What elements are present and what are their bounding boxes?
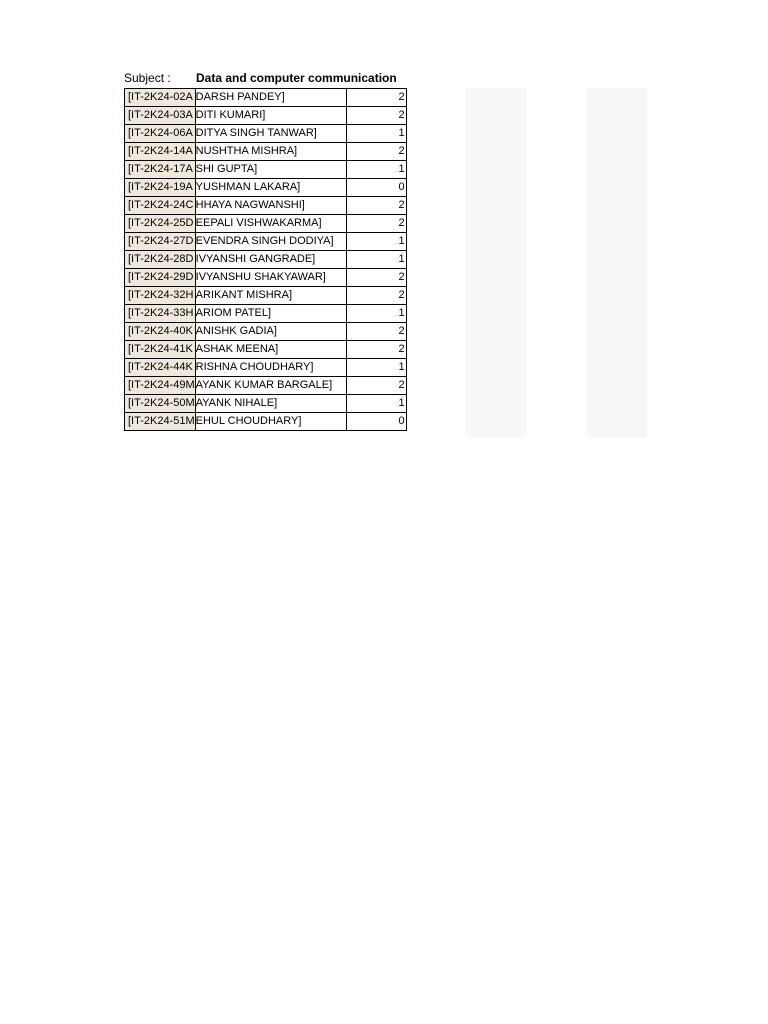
student-id-cell[interactable] bbox=[125, 287, 196, 305]
count-cell[interactable]: 2 bbox=[346, 143, 406, 161]
student-id-cell[interactable] bbox=[125, 251, 196, 269]
table-row bbox=[125, 287, 407, 305]
student-table bbox=[124, 88, 407, 431]
student-id: [IT-2K24-19A bbox=[128, 181, 193, 193]
student-id-cell[interactable] bbox=[125, 395, 196, 413]
student-id-cell[interactable] bbox=[125, 233, 196, 251]
student-name-cell[interactable]: DITI KUMARI] bbox=[195, 107, 346, 125]
student-id-cell[interactable] bbox=[125, 215, 196, 233]
student-id-cell[interactable] bbox=[125, 197, 196, 215]
student-id: [IT-2K24-17A bbox=[128, 163, 193, 175]
student-id: [IT-2K24-49M bbox=[128, 379, 195, 391]
student-name-cell[interactable]: YUSHMAN LAKARA] bbox=[195, 179, 346, 197]
student-id: [IT-2K24-40K bbox=[128, 325, 193, 337]
student-id-cell[interactable] bbox=[125, 161, 196, 179]
table-row bbox=[125, 215, 407, 233]
count-cell[interactable]: 1 bbox=[346, 125, 406, 143]
student-id-cell[interactable] bbox=[125, 323, 196, 341]
student-name-cell[interactable]: DARSH PANDEY] bbox=[195, 89, 346, 107]
student-id: [IT-2K24-29D bbox=[128, 271, 194, 283]
table-row bbox=[125, 341, 407, 359]
count-cell[interactable]: 1 bbox=[346, 359, 406, 377]
student-id-cell[interactable] bbox=[125, 143, 196, 161]
count-cell[interactable]: 2 bbox=[346, 323, 406, 341]
student-name-cell[interactable]: AYANK NIHALE] bbox=[195, 395, 346, 413]
table-row bbox=[125, 89, 407, 107]
student-id: [IT-2K24-03A bbox=[128, 109, 193, 121]
student-name-cell[interactable]: ANISHK GADIA] bbox=[195, 323, 346, 341]
table-row bbox=[125, 125, 407, 143]
student-id: [IT-2K24-51M bbox=[128, 415, 195, 427]
student-id: [IT-2K24-50M bbox=[128, 397, 195, 409]
student-id: [IT-2K24-28D bbox=[128, 253, 194, 265]
student-id-cell[interactable] bbox=[125, 107, 196, 125]
empty-column-shading bbox=[587, 88, 647, 437]
student-id-cell[interactable] bbox=[125, 125, 196, 143]
table-row bbox=[125, 233, 407, 251]
student-id: [IT-2K24-44K bbox=[128, 361, 193, 373]
table-row bbox=[125, 377, 407, 395]
table-row bbox=[125, 323, 407, 341]
student-id-cell[interactable] bbox=[125, 179, 196, 197]
student-name-cell[interactable]: RISHNA CHOUDHARY] bbox=[195, 359, 346, 377]
student-id-cell[interactable] bbox=[125, 359, 196, 377]
student-id: [IT-2K24-14A bbox=[128, 145, 193, 157]
table-row bbox=[125, 395, 407, 413]
student-name-cell[interactable]: SHI GUPTA] bbox=[195, 161, 346, 179]
student-id-cell[interactable] bbox=[125, 89, 196, 107]
student-id: [IT-2K24-02A bbox=[128, 91, 193, 103]
table-row bbox=[125, 107, 407, 125]
count-cell[interactable]: 2 bbox=[346, 269, 406, 287]
student-id-cell[interactable] bbox=[125, 377, 196, 395]
count-cell[interactable]: 2 bbox=[346, 197, 406, 215]
table-row bbox=[125, 197, 407, 215]
table-row bbox=[125, 359, 407, 377]
student-name-cell[interactable]: DITYA SINGH TANWAR] bbox=[195, 125, 346, 143]
student-name-cell[interactable]: AYANK KUMAR BARGALE] bbox=[195, 377, 346, 395]
empty-column-shading bbox=[466, 88, 526, 437]
student-id: [IT-2K24-41K bbox=[128, 343, 193, 355]
student-id: [IT-2K24-06A bbox=[128, 127, 193, 139]
table-row bbox=[125, 305, 407, 323]
student-name-cell[interactable]: IVYANSHU SHAKYAWAR] bbox=[195, 269, 346, 287]
count-cell[interactable]: 1 bbox=[346, 395, 406, 413]
count-cell[interactable]: 2 bbox=[346, 107, 406, 125]
count-cell[interactable]: 1 bbox=[346, 305, 406, 323]
student-id-cell[interactable] bbox=[125, 269, 196, 287]
student-id: [IT-2K24-25D bbox=[128, 217, 194, 229]
student-name-cell[interactable]: EHUL CHOUDHARY] bbox=[195, 413, 346, 431]
table-row bbox=[125, 269, 407, 287]
student-name-cell[interactable]: ARIKANT MISHRA] bbox=[195, 287, 346, 305]
count-cell[interactable]: 0 bbox=[346, 413, 406, 431]
table-row bbox=[125, 251, 407, 269]
subject-row bbox=[124, 69, 424, 87]
count-cell[interactable]: 2 bbox=[346, 377, 406, 395]
count-cell[interactable]: 2 bbox=[346, 287, 406, 305]
student-id: [IT-2K24-24C bbox=[128, 199, 194, 211]
table-row bbox=[125, 413, 407, 431]
count-cell[interactable]: 0 bbox=[346, 179, 406, 197]
table-row bbox=[125, 161, 407, 179]
table-row bbox=[125, 179, 407, 197]
count-cell[interactable]: 2 bbox=[346, 215, 406, 233]
subject-value: Data and computer communication bbox=[196, 71, 397, 85]
student-id: [IT-2K24-32H bbox=[128, 289, 194, 301]
subject-label: Subject : bbox=[124, 71, 171, 85]
count-cell[interactable]: 1 bbox=[346, 161, 406, 179]
student-id-cell[interactable] bbox=[125, 341, 196, 359]
student-name-cell[interactable]: EEPALI VISHWAKARMA] bbox=[195, 215, 346, 233]
table-row bbox=[125, 143, 407, 161]
student-name-cell[interactable]: EVENDRA SINGH DODIYA] bbox=[195, 233, 346, 251]
student-id: [IT-2K24-27D bbox=[128, 235, 194, 247]
student-name-cell[interactable]: NUSHTHA MISHRA] bbox=[195, 143, 346, 161]
student-id-cell[interactable] bbox=[125, 413, 196, 431]
student-name-cell[interactable]: IVYANSHI GANGRADE] bbox=[195, 251, 346, 269]
count-cell[interactable]: 1 bbox=[346, 233, 406, 251]
student-name-cell[interactable]: HHAYA NAGWANSHI] bbox=[195, 197, 346, 215]
student-id-cell[interactable] bbox=[125, 305, 196, 323]
count-cell[interactable]: 1 bbox=[346, 251, 406, 269]
count-cell[interactable]: 2 bbox=[346, 341, 406, 359]
student-table-body bbox=[125, 89, 407, 431]
count-cell[interactable]: 2 bbox=[346, 89, 406, 107]
student-id: [IT-2K24-33H bbox=[128, 307, 194, 319]
student-name-cell[interactable]: ARIOM PATEL] bbox=[195, 305, 346, 323]
student-name-cell[interactable]: ASHAK MEENA] bbox=[195, 341, 346, 359]
